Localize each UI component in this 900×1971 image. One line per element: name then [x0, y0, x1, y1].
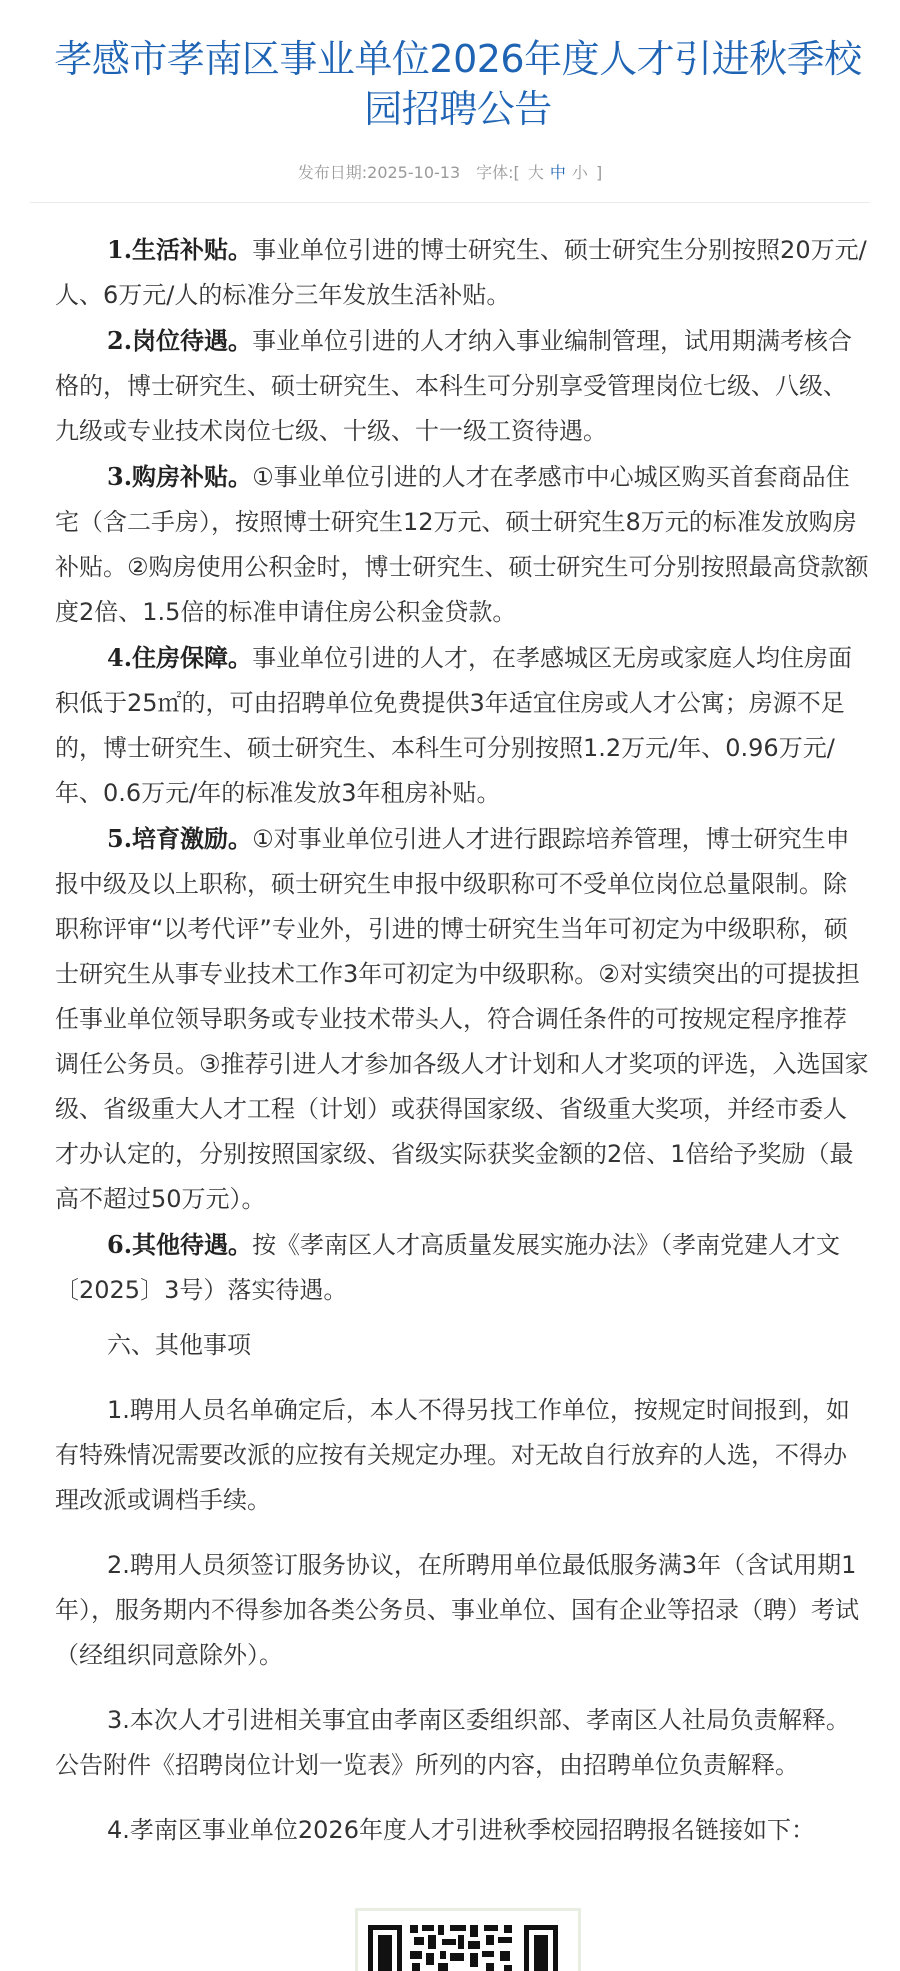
article-body	[0, 227, 900, 1853]
benefit-text: ①对事业单位引进人才进行跟踪培养管理，博士研究生申报中级及以上职称，硕士研究生申报中级职称可不受单位岗位总量限制。除职称评审“以考代评”专业外，引进的博士研究生当年可初定为中级职称，硕士研究生从事专业技术工作3年可初定为中级职称。②对实绩突出的可提拔担任事业单位领导职务或专业技术带头人，符合调任条件的可按规定程序推荐调任公务员。③推荐引进人才参加各级人才计划和人才奖项的评选，入选国家级、省级重大人才工程（计划）或获得国家级、省级重大奖项，并经市委人才办认定的，分别按照国家级、省级实际获奖金额的2倍、1倍给予奖励（最高不超过50万元）。	[55, 825, 869, 1213]
benefit-text: 事业单位引进的人才纳入事业编制管理，试用期满考核合格的，博士研究生、硕士研究生、本科生可分别享受管理岗位七级、八级、九级或专业技术岗位七级、十级、十一级工资待遇。	[55, 327, 853, 445]
registration-qr-code[interactable]	[355, 1908, 581, 1971]
publish-date: 2025-10-13	[367, 163, 461, 182]
qr-code-icon	[358, 1911, 578, 1971]
benefit-text: 按《孝南区人才高质量发展实施办法》（孝南党建人才文〔2025〕3号）落实待遇。	[55, 1231, 841, 1304]
font-size-small-link[interactable]: 小	[571, 163, 588, 182]
benefit-heading: 3.购房补贴。	[107, 462, 253, 491]
bracket-close: ]	[596, 163, 603, 182]
benefit-heading: 6.其他待遇。	[107, 1230, 253, 1259]
other-item: 4.孝南区事业单位2026年度人才引进秋季校园招聘报名链接如下：	[107, 1816, 815, 1844]
font-size-medium-link[interactable]: 中	[549, 163, 566, 182]
benefit-heading: 4.住房保障。	[107, 643, 253, 672]
benefit-paragraph	[55, 227, 870, 318]
article-meta	[0, 160, 900, 182]
benefit-text: ①事业单位引进的人才在孝感市中心城区购买首套商品住宅（含二手房），按照博士研究生12万元、硕士研究生8万元的标准发放购房补贴。②购房使用公积金时，博士研究生、硕士研究生可分别按照最高贷款额度2倍、1.5倍的标准申请住房公积金贷款。	[55, 463, 869, 626]
benefit-paragraph	[55, 816, 870, 1222]
benefit-heading: 5.培育激励。	[107, 824, 253, 853]
other-item: 2.聘用人员须签订服务协议，在所聘用单位最低服务满3年（含试用期1年），服务期内不得参加各类公务员、事业单位、国有企业等招录（聘）考试（经组织同意除外）。	[55, 1551, 859, 1669]
font-size-label: 字体:	[476, 163, 514, 182]
benefit-paragraph	[55, 1222, 870, 1313]
benefit-paragraph	[55, 635, 870, 816]
benefit-paragraph	[55, 454, 870, 635]
benefit-heading: 1.生活补贴。	[107, 235, 253, 264]
benefit-text: 事业单位引进的博士研究生、硕士研究生分别按照20万元/人、6万元/人的标准分三年发放生活补贴。	[55, 236, 867, 309]
font-size-large-link[interactable]: 大	[527, 163, 544, 182]
other-item: 1.聘用人员名单确定后，本人不得另找工作单位，按规定时间报到，如有特殊情况需要改派的应按有关规定办理。对无故自行放弃的人选，不得办理改派或调档手续。	[55, 1396, 850, 1514]
title-divider	[30, 202, 870, 203]
benefit-text: 事业单位引进的人才，在孝感城区无房或家庭人均住房面积低于25㎡的，可由招聘单位免费提供3年适宜住房或人才公寓；房源不足的，博士研究生、硕士研究生、本科生可分别按照1.2万元/年、0.96万元/年、0.6万元/年的标准发放3年租房补贴。	[55, 644, 853, 807]
other-item: 3.本次人才引进相关事宜由孝南区委组织部、孝南区人社局负责解释。公告附件《招聘岗位计划一览表》所列的内容，由招聘单位负责解释。	[55, 1706, 850, 1779]
section-heading: 六、其他事项	[107, 1331, 251, 1359]
bracket-open: [	[513, 163, 520, 182]
article-title: 孝感市孝南区事业单位2026年度人才引进秋季校园招聘公告	[54, 37, 862, 131]
publish-label: 发布日期:	[297, 163, 368, 182]
benefit-paragraph	[55, 318, 870, 454]
benefit-heading: 2.岗位待遇。	[107, 326, 253, 355]
